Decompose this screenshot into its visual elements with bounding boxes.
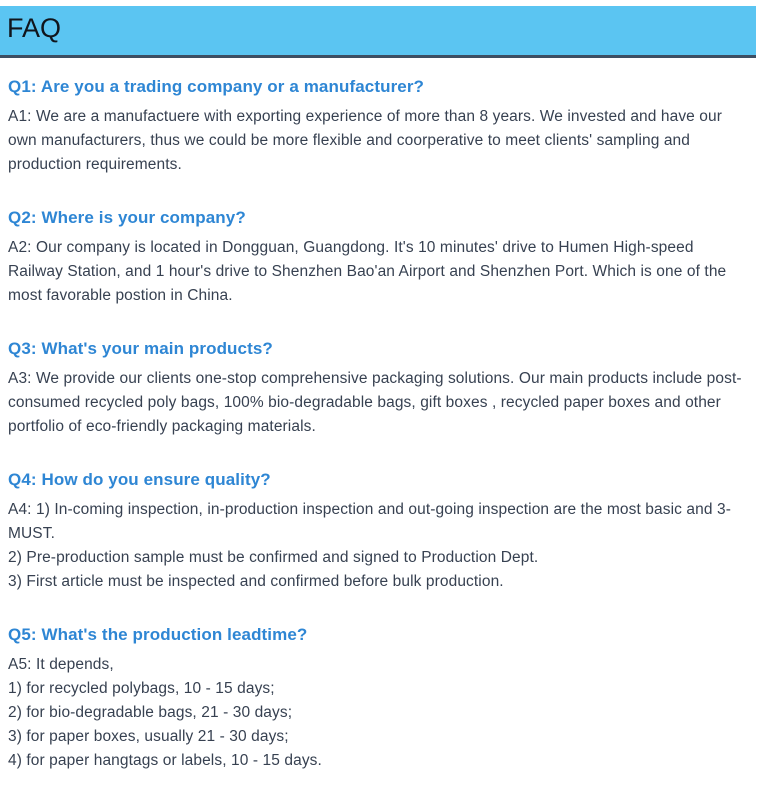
faq-item-3 — [8, 339, 747, 439]
faq-answer-5-line-2: 1) for recycled polybags, 10 - 15 days; — [8, 680, 275, 697]
page-title: FAQ — [7, 13, 62, 43]
faq-answer-4-line-2: 2) Pre-production sample must be confirmed and signed to Production Dept. — [8, 549, 539, 566]
faq-answer-5-line-5: 4) for paper hangtags or labels, 10 - 15 days. — [8, 752, 322, 769]
faq-question-2: Q2: Where is your company? — [8, 208, 246, 227]
faq-item-4 — [8, 470, 747, 594]
faq-answer-1: A1: We are a manufactuere with exporting experience of more than 8 years. We invested and have our own manufacturers, thus we could be more flexible and coorperative to meet clients' sampling and production requirements. — [8, 108, 723, 173]
faq-answer-5-line-1: A5: It depends, — [8, 656, 114, 673]
faq-item-1 — [8, 77, 747, 177]
faq-question-5: Q5: What's the production leadtime? — [8, 625, 308, 644]
faq-answer-5-line-4: 3) for paper boxes, usually 21 - 30 days; — [8, 728, 289, 745]
faq-question-4: Q4: How do you ensure quality? — [8, 470, 271, 489]
faq-question-1: Q1: Are you a trading company or a manufacturer? — [8, 77, 425, 96]
faq-header — [0, 6, 756, 58]
faq-list — [0, 77, 765, 787]
faq-answer-3: A3: We provide our clients one-stop comprehensive packaging solutions. Our main products include post-consumed recycled poly bags, 100% bio-degradable bags, gift boxes , recycled paper boxes and other portfolio of eco-friendly packaging materials. — [8, 370, 742, 435]
faq-answer-4-line-3: 3) First article must be inspected and confirmed before bulk production. — [8, 573, 504, 590]
faq-answer-4-line-1: A4: 1) In-coming inspection, in-production inspection and out-going inspection are the most basic and 3-MUST. — [8, 501, 731, 542]
faq-answer-2: A2: Our company is located in Dongguan, Guangdong. It's 10 minutes' drive to Humen High-speed Railway Station, and 1 hour's drive to Shenzhen Bao'an Airport and Shenzhen Port. Which is one of the most favorable postion in China. — [8, 239, 727, 304]
faq-question-3: Q3: What's your main products? — [8, 339, 273, 358]
faq-item-5 — [8, 625, 747, 773]
faq-answer-5-line-3: 2) for bio-degradable bags, 21 - 30 days; — [8, 704, 293, 721]
faq-item-2 — [8, 208, 747, 308]
